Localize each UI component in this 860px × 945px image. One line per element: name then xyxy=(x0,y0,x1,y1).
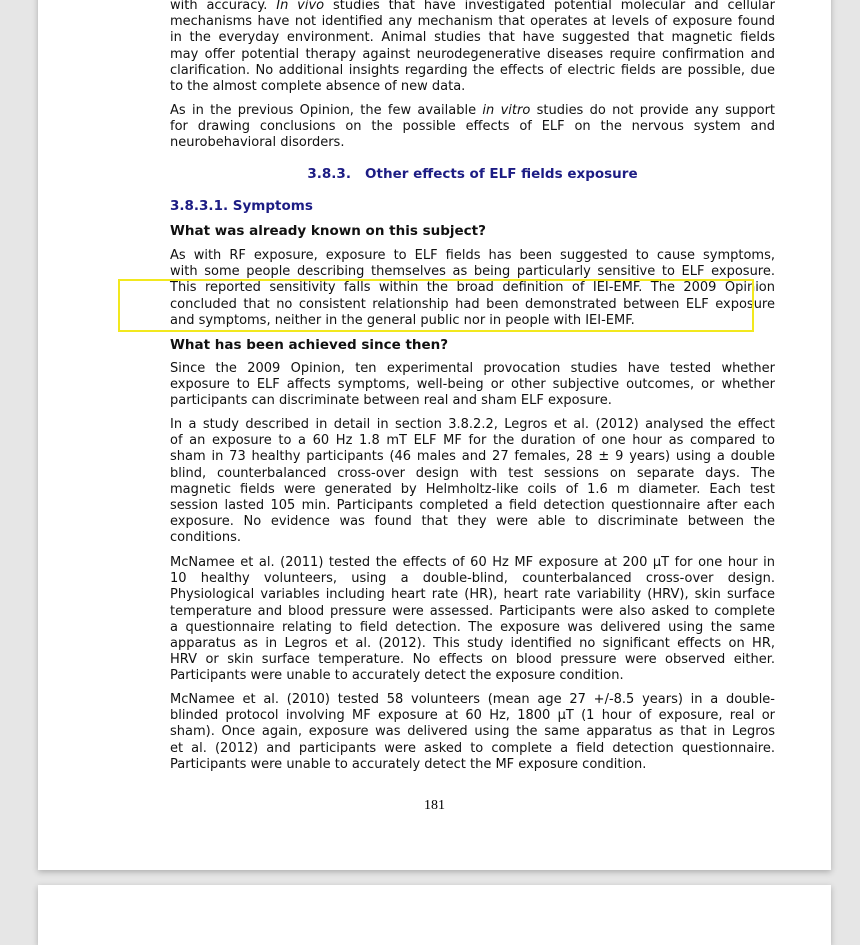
question-heading xyxy=(170,337,775,353)
text-line: Participants were unable to accurately detect the exposure condition. xyxy=(170,668,624,684)
text-line: session lasted 105 min. Participants completed a field detection questionnaire after each xyxy=(170,497,775,513)
text-line: 3.8.3. Other effects of ELF fields exposure xyxy=(307,166,638,182)
text-line: participants can discriminate between real and sham ELF exposure. xyxy=(170,393,612,409)
text-line: with some people describing themselves as being particularly sensitive to ELF exposure. xyxy=(170,264,775,280)
text-line: a questionnaire relating to field detection. The exposure was delivered using the same xyxy=(170,619,775,635)
text-line: neurobehavioral disorders. xyxy=(170,135,345,151)
text-line: exposure to ELF affects symptoms, well-being or other subjective outcomes, or whether xyxy=(170,377,775,393)
text-line: may offer potential therapy against neurodegenerative diseases require confirmation and xyxy=(170,46,775,62)
paragraph xyxy=(170,0,775,95)
text-line: to the almost complete absence of new data. xyxy=(170,78,466,94)
text-line: in the everyday environment. Animal studies that have suggested that magnetic fields xyxy=(170,30,775,46)
text-line: What was already known on this subject? xyxy=(170,223,486,239)
text-line: and symptoms, neither in the general public nor in people with IEI-EMF. xyxy=(170,312,635,328)
text-line: In a study described in detail in section 3.8.2.2, Legros et al. (2012) analysed the effect xyxy=(170,417,775,432)
text-line: HRV or skin surface temperature. No effects on blood pressure were observed either. xyxy=(170,652,775,668)
text-line: mechanisms have not identified any mechanism that operates at levels of exposure found xyxy=(170,14,775,30)
page-number: 181 xyxy=(424,798,445,813)
text-line: blind, counterbalanced cross-over design with test sessions on separate days. The xyxy=(170,465,775,481)
text-line: exposure. No evidence was found that they were able to discriminate between the xyxy=(170,514,775,530)
paragraph xyxy=(170,248,775,329)
paragraph xyxy=(170,692,775,773)
text-line: conditions. xyxy=(170,530,242,546)
text-line xyxy=(170,103,775,119)
text-line: blinded protocol involving MF exposure at 60 Hz, 1800 µT (1 hour of exposure, real or xyxy=(170,708,775,724)
text-line: This reported sensitivity falls within the broad definition of IEI-EMF. The 2009 Opinion xyxy=(170,280,775,296)
paragraph xyxy=(170,361,775,410)
text-line: sham in 73 healthy participants (46 males and 27 females, 28 ± 9 years) using a double xyxy=(170,449,775,465)
subsection-heading xyxy=(170,198,775,214)
text-segment: studies do not provide any support xyxy=(530,103,776,118)
text-line: Participants were unable to accurately detect the MF exposure condition. xyxy=(170,756,647,772)
text-line: McNamee et al. (2010) tested 58 volunteers (mean age 27 +/-8.5 years) in a double- xyxy=(170,692,775,707)
text-line: concluded that no consistent relationship had been demonstrated between ELF exposure xyxy=(170,296,775,312)
italic-text: In vivo xyxy=(276,0,325,13)
text-segment: studies that have investigated potential molecular and cellular xyxy=(324,0,775,13)
question-heading xyxy=(170,223,775,239)
text-line: 10 healthy volunteers, using a double-blind, counterbalanced cross-over design. xyxy=(170,571,775,587)
text-line: clarification. No additional insights regarding the effects of electric fields are possible, due xyxy=(170,62,775,78)
paragraph xyxy=(170,555,775,685)
text-segment: with accuracy. xyxy=(170,0,277,13)
text-line: et al. (2012) and participants were asked to complete a field detection questionnaire. xyxy=(170,740,775,756)
text-line: of an exposure to a 60 Hz 1.8 mT ELF MF for the duration of one hour as compared to xyxy=(170,433,775,449)
text-line: What has been achieved since then? xyxy=(170,337,449,353)
text-line: sham). Once again, exposure was delivered using the same apparatus as that in Legros xyxy=(170,724,775,740)
text-line: temperature and blood pressure were assessed. Participants were also asked to complete xyxy=(170,603,775,619)
text-segment: As in the previous Opinion, the few available xyxy=(170,103,483,118)
text-line: McNamee et al. (2011) tested the effects of 60 Hz MF exposure at 200 µT for one hour in xyxy=(170,555,775,570)
paragraph xyxy=(170,417,775,547)
next-document-page xyxy=(38,885,831,945)
text-line: apparatus as in Legros et al. (2012). This study identified no significant effects on HR, xyxy=(170,635,775,651)
text-line: Physiological variables including heart rate (HR), heart rate variability (HRV), skin surface xyxy=(170,587,775,603)
italic-text: in vitro xyxy=(482,103,531,118)
text-line: 3.8.3.1. Symptoms xyxy=(170,198,313,214)
paragraph xyxy=(170,103,775,152)
text-line: Since the 2009 Opinion, ten experimental provocation studies have tested whether xyxy=(170,361,775,376)
text-line: As with RF exposure, exposure to ELF fields has been suggested to cause symptoms, xyxy=(170,248,775,263)
text-line: magnetic fields were generated by Helmholtz-like coils of 1.6 m diameter. Each test xyxy=(170,481,775,497)
text-line xyxy=(170,0,775,14)
section-heading xyxy=(170,166,775,182)
text-line: for drawing conclusions on the possible effects of ELF on the nervous system and xyxy=(170,119,775,135)
document-page xyxy=(38,0,831,870)
